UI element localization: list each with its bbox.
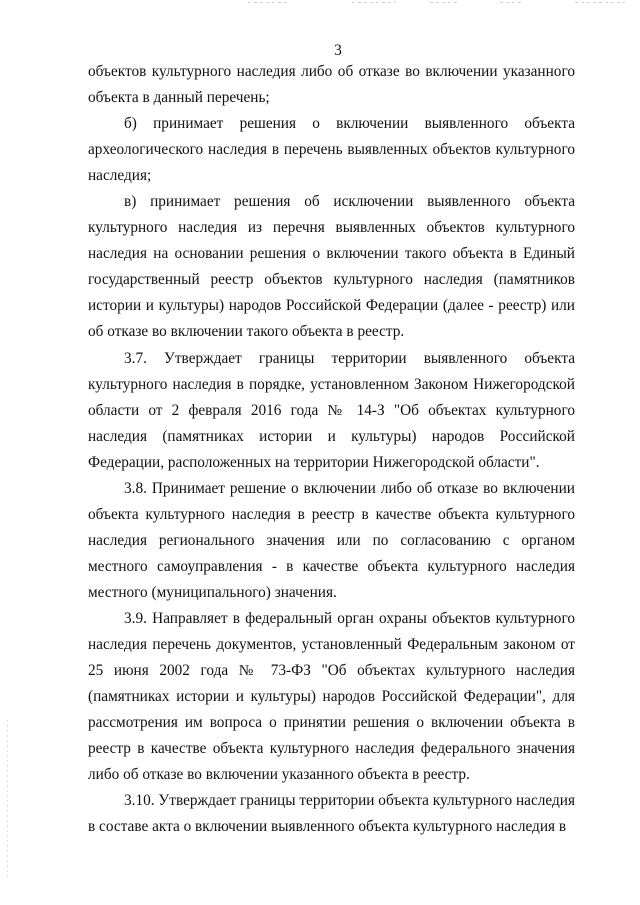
scan-artifact-line [430,2,460,3]
document-body [88,59,575,840]
paragraph-clause-3-8: 3.8. Принимает решение о включении либо об отказе во включении объекта культурного наследия в реестр в качестве объекта культурного наследия регионального значения или по согласованию с органом местного самоуправления - в качестве объекта культурного наследия местного (муниципального) значения. [88,479,575,601]
page-number: 3 [334,42,342,59]
paragraph-item-b: б) принимает решения о включении выявленного объекта археологического наследия в перечень выявленных объектов культурного наследия; [88,115,575,185]
scan-artifact-line [248,2,288,3]
paragraph-continuation: объектов культурного наследия либо об отказе во включении указанного объекта в данный перечень; [88,63,575,107]
scan-artifact-line [352,2,396,3]
paragraph-clause-3-7: 3.7. Утверждает границы территории выявленного объекта культурного наследия в порядке, установленном Законом Нижегородской области от 2 февраля 2016 года № 14-З "Об объектах культурного наследия (памятниках истории и культуры) народов Российской Федерации, расположенных на территории Нижегородской области". [88,349,575,471]
scan-artifact-line [7,720,8,880]
scan-artifact-line [575,2,625,3]
paragraph-item-v: в) принимает решения об исключении выявленного объекта культурного наследия из перечня выявленных объектов культурного наследия на основании решения о включении такого объекта в Единый государственный реестр объектов культурного наследия (памятников истории и культуры) народов Российской Федерации (далее - реестр) или об отказе во включении такого объекта в реестр. [88,193,575,341]
paragraph-clause-3-9: 3.9. Направляет в федеральный орган охраны объектов культурного наследия перечень документов, установленный Федеральным законом от 25 июня 2002 года № 73-ФЗ "Об объектах культурного наследия (памятниках истории и культуры) народов Российской Федерации", для рассмотрения им вопроса о принятии решения о включении объекта в реестр в качестве объекта культурного наследия федерального значения либо об отказе во включении указанного объекта в реестр. [88,609,575,784]
paragraph-clause-3-10: 3.10. Утверждает границы территории объекта культурного наследия в составе акта о включении выявленного объекта культурного наследия в [88,792,575,836]
scan-artifact-line [500,2,522,3]
